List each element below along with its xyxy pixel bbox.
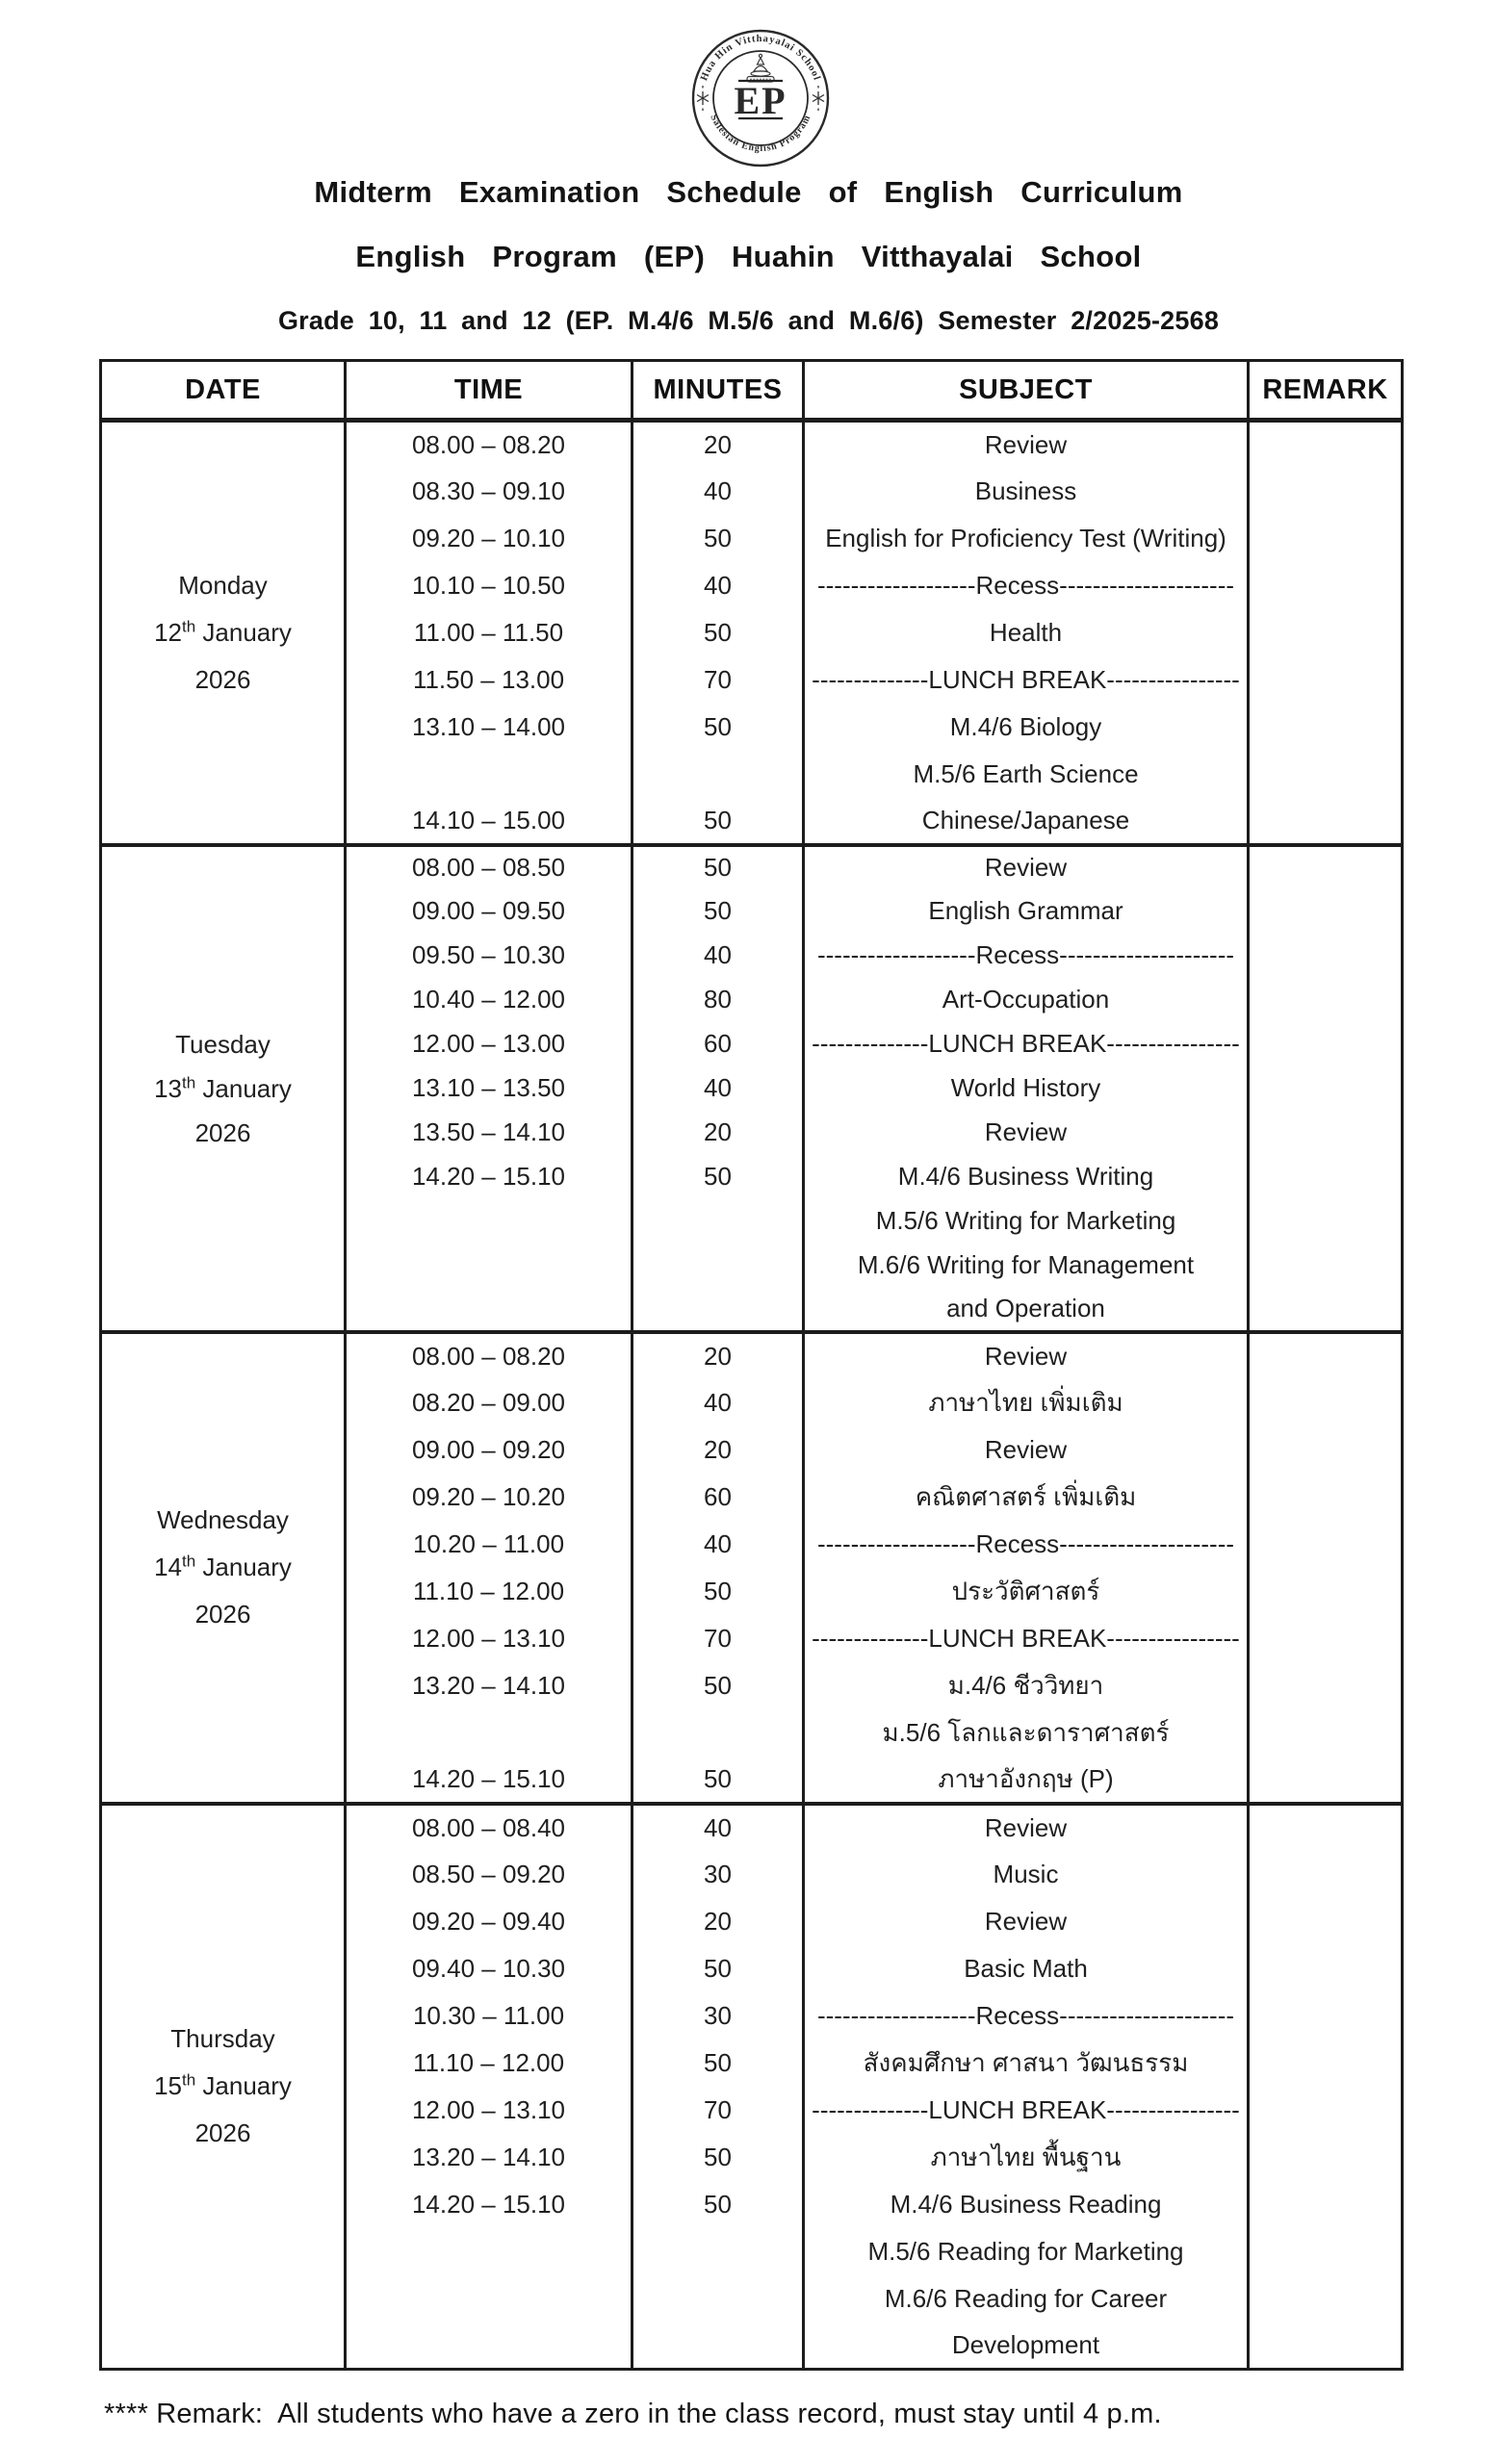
school-logo-svg: [688, 26, 833, 170]
subject-cell: Review: [804, 1426, 1249, 1474]
subject-cell: M.5/6 Earth Science: [804, 751, 1249, 798]
subject-cell: ประวัติศาสตร์: [804, 1568, 1249, 1615]
subject-cell: --------------LUNCH BREAK----------------: [804, 1022, 1249, 1066]
minutes-cell: 70: [632, 1615, 804, 1662]
time-cell: 14.10 – 15.00: [346, 798, 632, 845]
subject-cell: Chinese/Japanese: [804, 798, 1249, 845]
table-header: [101, 361, 1403, 421]
minutes-cell: 80: [632, 978, 804, 1022]
time-cell: 08.00 – 08.50: [346, 845, 632, 889]
time-cell: 12.00 – 13.00: [346, 1022, 632, 1066]
subject-cell: World History: [804, 1066, 1249, 1111]
time-cell: 11.00 – 11.50: [346, 609, 632, 656]
logo-ep-monogram: [734, 79, 787, 122]
subject-cell: Health: [804, 609, 1249, 656]
minutes-cell: 50: [632, 1945, 804, 1992]
year-label: 2026: [194, 1600, 251, 1629]
date-label: 14th January: [154, 1552, 292, 1581]
ornament-icon-right: [813, 86, 824, 111]
subject-cell: Basic Math: [804, 1945, 1249, 1992]
time-cell: 09.50 – 10.30: [346, 934, 632, 978]
time-cell: 11.10 – 12.00: [346, 2040, 632, 2087]
minutes-cell: 50: [632, 1568, 804, 1615]
school-logo: [688, 26, 833, 170]
logo-top-arc-text: Hua Hin Vitthayalai School: [699, 33, 822, 83]
subject-cell: -------------------Recess---------------------: [804, 562, 1249, 609]
time-cell: 09.00 – 09.50: [346, 889, 632, 934]
ordinal-suffix: th: [182, 1072, 196, 1091]
time-cell: 11.10 – 12.00: [346, 1568, 632, 1615]
subject-cell: --------------LUNCH BREAK----------------: [804, 2087, 1249, 2134]
time-cell: 14.20 – 15.10: [346, 1757, 632, 1804]
minutes-cell: 70: [632, 2087, 804, 2134]
header-row: [101, 361, 1403, 421]
minutes-cell: 50: [632, 2040, 804, 2087]
footer-remark: **** Remark: All students who have a zero in the class record, must stay until 4 p.m.: [104, 2399, 1162, 2429]
time-cell: 12.00 – 13.10: [346, 1615, 632, 1662]
minutes-cell: [632, 751, 804, 798]
ordinal-suffix: th: [182, 2070, 196, 2090]
weekday-label: Thursday: [170, 2024, 275, 2054]
date-cell: [101, 845, 346, 1332]
subject-cell: Art-Occupation: [804, 978, 1249, 1022]
year-label: 2026: [194, 1117, 251, 1147]
minutes-cell: 50: [632, 1757, 804, 1804]
time-cell: 08.20 – 09.00: [346, 1379, 632, 1426]
minutes-cell: 40: [632, 934, 804, 978]
minutes-cell: 50: [632, 1155, 804, 1199]
subject-cell: Review: [804, 1804, 1249, 1851]
date-label: 15th January: [154, 2070, 292, 2101]
subject-cell: ภาษาไทย เพิ่มเติม: [804, 1379, 1249, 1426]
column-header-remark: REMARK: [1249, 361, 1403, 421]
schedule-row: [101, 845, 1403, 889]
subject-cell: ภาษาอังกฤษ (P): [804, 1757, 1249, 1804]
subject-cell: ม.4/6 ชีววิทยา: [804, 1662, 1249, 1709]
minutes-cell: [632, 1199, 804, 1244]
minutes-cell: 30: [632, 1851, 804, 1898]
year-label: 2026: [194, 2118, 251, 2148]
minutes-cell: 50: [632, 798, 804, 845]
subject-cell: M.4/6 Business Reading: [804, 2181, 1249, 2228]
ordinal-suffix: th: [182, 617, 196, 636]
time-cell: 12.00 – 13.10: [346, 2087, 632, 2134]
subject-cell: and Operation: [804, 1288, 1249, 1332]
subject-cell: Business: [804, 468, 1249, 515]
schedule-row: [101, 1804, 1403, 1851]
title-line-3: Grade 10, 11 and 12 (EP. M.4/6 M.5/6 and M.6/6) Semester 2/2025-2568: [277, 306, 1220, 335]
minutes-cell: 50: [632, 2134, 804, 2181]
time-cell: 08.00 – 08.20: [346, 1332, 632, 1379]
minutes-cell: [632, 1244, 804, 1288]
time-cell: 08.00 – 08.40: [346, 1804, 632, 1851]
column-header-date: DATE: [101, 361, 346, 421]
minutes-cell: 50: [632, 704, 804, 751]
remark-cell: [1249, 421, 1403, 845]
crown-icon: [747, 54, 774, 82]
minutes-cell: 40: [632, 562, 804, 609]
weekday-label: Tuesday: [175, 1029, 271, 1059]
minutes-cell: 70: [632, 656, 804, 704]
title-line-1: Midterm Examination Schedule of English Curriculum: [314, 175, 1183, 209]
time-cell: 14.20 – 15.10: [346, 1155, 632, 1199]
subject-cell: M.6/6 Reading for Career: [804, 2275, 1249, 2323]
date-label: 12th January: [154, 617, 292, 647]
subject-cell: Review: [804, 1111, 1249, 1155]
subject-cell: M.6/6 Writing for Management: [804, 1244, 1249, 1288]
date-cell: [101, 1804, 346, 2370]
subject-cell: --------------LUNCH BREAK----------------: [804, 1615, 1249, 1662]
minutes-cell: 50: [632, 889, 804, 934]
minutes-cell: 30: [632, 1992, 804, 2040]
time-cell: [346, 1199, 632, 1244]
subject-cell: English Grammar: [804, 889, 1249, 934]
subject-cell: --------------LUNCH BREAK----------------: [804, 656, 1249, 704]
minutes-cell: 20: [632, 421, 804, 468]
time-cell: [346, 1244, 632, 1288]
time-cell: [346, 2323, 632, 2370]
subject-cell: Development: [804, 2323, 1249, 2370]
time-cell: 10.20 – 11.00: [346, 1521, 632, 1568]
time-cell: 10.10 – 10.50: [346, 562, 632, 609]
time-cell: 14.20 – 15.10: [346, 2181, 632, 2228]
subject-cell: M.4/6 Biology: [804, 704, 1249, 751]
column-header-subject: SUBJECT: [804, 361, 1249, 421]
subject-cell: M.4/6 Business Writing: [804, 1155, 1249, 1199]
time-cell: 09.00 – 09.20: [346, 1426, 632, 1474]
subject-cell: Review: [804, 1898, 1249, 1945]
time-cell: [346, 2228, 632, 2275]
subject-cell: คณิตศาสตร์ เพิ่มเติม: [804, 1474, 1249, 1521]
minutes-cell: 50: [632, 609, 804, 656]
minutes-cell: 50: [632, 2181, 804, 2228]
time-cell: 09.40 – 10.30: [346, 1945, 632, 1992]
exam-schedule-table: [99, 359, 1404, 2371]
weekday-label: Monday: [178, 570, 268, 600]
remark-cell: [1249, 845, 1403, 1332]
time-cell: 13.20 – 14.10: [346, 2134, 632, 2181]
schedule-row: [101, 421, 1403, 468]
time-cell: 11.50 – 13.00: [346, 656, 632, 704]
minutes-cell: 40: [632, 1804, 804, 1851]
time-cell: 13.10 – 14.00: [346, 704, 632, 751]
date-cell: [101, 421, 346, 845]
subject-cell: Review: [804, 421, 1249, 468]
subject-cell: สังคมศึกษา ศาสนา วัฒนธรรม: [804, 2040, 1249, 2087]
minutes-cell: 60: [632, 1474, 804, 1521]
minutes-cell: [632, 1709, 804, 1757]
year-label: 2026: [194, 664, 251, 694]
minutes-cell: 20: [632, 1898, 804, 1945]
logo-bottom-arc-text: Salesian English Program: [708, 113, 813, 155]
time-cell: 09.20 – 09.40: [346, 1898, 632, 1945]
minutes-cell: 40: [632, 1066, 804, 1111]
time-cell: 09.20 – 10.10: [346, 515, 632, 562]
time-cell: 10.40 – 12.00: [346, 978, 632, 1022]
column-header-time: TIME: [346, 361, 632, 421]
date-label: 13th January: [154, 1072, 292, 1103]
minutes-cell: [632, 2323, 804, 2370]
time-cell: 13.10 – 13.50: [346, 1066, 632, 1111]
subject-cell: M.5/6 Reading for Marketing: [804, 2228, 1249, 2275]
time-cell: 10.30 – 11.00: [346, 1992, 632, 2040]
minutes-cell: 20: [632, 1332, 804, 1379]
subject-cell: ม.5/6 โลกและดาราศาสตร์: [804, 1709, 1249, 1757]
remark-cell: [1249, 1804, 1403, 2370]
subject-cell: -------------------Recess---------------------: [804, 934, 1249, 978]
title-line-2: English Program (EP) Huahin Vitthayalai School: [355, 240, 1142, 273]
schedule-body: [101, 421, 1403, 2370]
column-header-minutes: MINUTES: [632, 361, 804, 421]
time-cell: 09.20 – 10.20: [346, 1474, 632, 1521]
minutes-cell: 40: [632, 1379, 804, 1426]
minutes-cell: 20: [632, 1111, 804, 1155]
weekday-label: Wednesday: [157, 1505, 289, 1534]
minutes-cell: 40: [632, 1521, 804, 1568]
minutes-cell: [632, 1288, 804, 1332]
ornament-icon-left: [697, 86, 709, 111]
time-cell: 13.50 – 14.10: [346, 1111, 632, 1155]
subject-cell: -------------------Recess---------------------: [804, 1521, 1249, 1568]
subject-cell: ภาษาไทย พื้นฐาน: [804, 2134, 1249, 2181]
time-cell: [346, 2275, 632, 2323]
time-cell: [346, 1288, 632, 1332]
logo-ep-text: EP: [734, 79, 787, 122]
time-cell: 08.50 – 09.20: [346, 1851, 632, 1898]
remark-cell: [1249, 1332, 1403, 1804]
time-cell: [346, 1709, 632, 1757]
time-cell: [346, 751, 632, 798]
subject-cell: English for Proficiency Test (Writing): [804, 515, 1249, 562]
subject-cell: Review: [804, 1332, 1249, 1379]
minutes-cell: 40: [632, 468, 804, 515]
time-cell: 13.20 – 14.10: [346, 1662, 632, 1709]
subject-cell: -------------------Recess---------------------: [804, 1992, 1249, 2040]
subject-cell: Music: [804, 1851, 1249, 1898]
minutes-cell: [632, 2228, 804, 2275]
ordinal-suffix: th: [182, 1552, 196, 1571]
subject-cell: M.5/6 Writing for Marketing: [804, 1199, 1249, 1244]
date-cell: [101, 1332, 346, 1804]
minutes-cell: 50: [632, 515, 804, 562]
time-cell: 08.00 – 08.20: [346, 421, 632, 468]
minutes-cell: 60: [632, 1022, 804, 1066]
time-cell: 08.30 – 09.10: [346, 468, 632, 515]
schedule-row: [101, 1332, 1403, 1379]
minutes-cell: 50: [632, 1662, 804, 1709]
subject-cell: Review: [804, 845, 1249, 889]
minutes-cell: 50: [632, 845, 804, 889]
minutes-cell: 20: [632, 1426, 804, 1474]
minutes-cell: [632, 2275, 804, 2323]
